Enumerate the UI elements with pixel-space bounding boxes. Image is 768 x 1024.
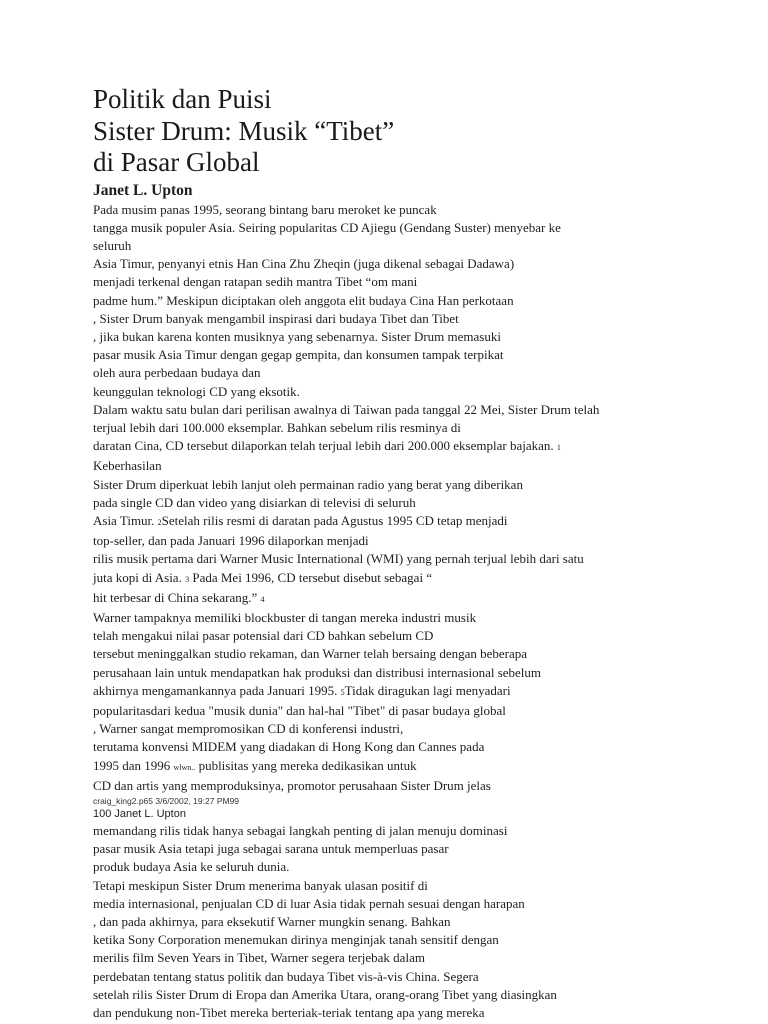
text-line xyxy=(93,364,733,382)
document-page xyxy=(93,84,733,1022)
title-line: Politik dan Puisi xyxy=(93,84,272,114)
text-line xyxy=(93,255,733,273)
text-line xyxy=(93,512,733,532)
line-text: daratan Cina, CD tersebut dilaporkan telah terjual lebih dari 200.000 eksemplar bajakan. xyxy=(93,438,554,454)
text-line xyxy=(93,986,733,1004)
author-name: Janet L. Upton xyxy=(93,181,193,199)
text-line xyxy=(93,494,733,512)
text-line xyxy=(93,682,733,702)
title-line: di Pasar Global xyxy=(93,147,260,177)
line-text: produk budaya Asia ke seluruh dunia. xyxy=(93,859,290,875)
file-info-footer xyxy=(93,796,733,806)
text-line xyxy=(93,457,733,475)
line-text: Dalam waktu satu bulan dari perilisan awalnya di Taiwan pada tanggal 22 Mei, Sister Drum telah xyxy=(93,401,600,417)
running-header xyxy=(93,807,733,822)
text-line xyxy=(93,702,733,720)
footnote-marker: 4 xyxy=(260,594,265,604)
text-line xyxy=(93,777,733,795)
text-line xyxy=(93,645,733,663)
text-line xyxy=(93,858,733,876)
text-line xyxy=(93,895,733,913)
text-line xyxy=(93,237,733,255)
line-text: perdebatan tentang status politik dan budaya Tibet vis-à-vis China. Segera xyxy=(93,968,479,984)
line-text-continued: Tidak diragukan lagi menyadari xyxy=(344,682,511,698)
line-text: juta kopi di Asia. xyxy=(93,569,182,585)
text-line xyxy=(93,550,733,568)
line-text: terjual lebih dari 100.000 eksemplar. Bahkan sebelum rilis resminya di xyxy=(93,419,461,435)
line-text: Sister Drum diperkuat lebih lanjut oleh permainan radio yang berat yang diberikan xyxy=(93,476,523,492)
text-line xyxy=(93,877,733,895)
document-title xyxy=(93,84,733,179)
text-line xyxy=(93,476,733,494)
footnote-marker: 1 xyxy=(556,443,561,453)
text-line xyxy=(93,840,733,858)
line-text: media internasional, penjualan CD di luar Asia tidak pernah sesuai dengan harapan xyxy=(93,895,525,911)
line-text: Asia Timur. xyxy=(93,512,155,528)
line-text: 1995 dan 1996 xyxy=(93,757,171,773)
line-text-continued: Setelah rilis resmi di daratan pada Agustus 1995 CD tetap menjadi xyxy=(161,512,508,528)
line-text: telah mengakui nilai pasar potensial dari CD bahkan sebelum CD xyxy=(93,628,434,644)
text-line xyxy=(93,968,733,986)
text-line xyxy=(93,931,733,949)
text-line xyxy=(93,419,733,437)
text-line xyxy=(93,273,733,291)
line-text: pasar musik Asia tetapi juga sebagai sarana untuk memperluas pasar xyxy=(93,841,449,857)
line-text: tangga musik populer Asia. Seiring popularitas CD Ajiegu (Gendang Suster) menyebar ke xyxy=(93,219,561,235)
line-text: craig_king2.p65 3/6/2002, 19:27 PM99 xyxy=(93,796,240,806)
text-line xyxy=(93,913,733,931)
line-text: top-seller, dan pada Januari 1996 dilaporkan menjadi xyxy=(93,533,369,549)
line-text: ketika Sony Corporation menemukan dirinya menginjak tanah sensitif dengan xyxy=(93,932,499,948)
text-line xyxy=(93,738,733,756)
line-text: CD dan artis yang memproduksinya, promotor perusahaan Sister Drum jelas xyxy=(93,777,491,793)
text-line xyxy=(93,664,733,682)
line-text-continued: Pada Mei 1996, CD tersebut disebut sebagai “ xyxy=(189,569,433,585)
footnote-marker: 5 xyxy=(340,687,345,697)
line-text: perusahaan lain untuk mendapatkan hak produksi dan distribusi internasional sebelum xyxy=(93,664,542,680)
text-line xyxy=(93,720,733,738)
line-text: tersebut meninggalkan studio rekaman, dan Warner telah bersaing dengan beberapa xyxy=(93,646,528,662)
line-text: 100 Janet L. Upton xyxy=(93,808,186,820)
line-text: Asia Timur, penyanyi etnis Han Cina Zhu Zheqin (juga dikenal sebagai Dadawa) xyxy=(93,256,515,272)
text-line xyxy=(93,569,733,589)
line-text: , Sister Drum banyak mengambil inspirasi dari budaya Tibet dan Tibet xyxy=(93,310,459,326)
footnote-marker: 3 xyxy=(185,574,190,584)
text-line xyxy=(93,627,733,645)
line-text: dan pendukung non-Tibet mereka berteriak-teriak tentang apa yang mereka xyxy=(93,1005,485,1021)
text-line xyxy=(93,822,733,840)
line-text: rilis musik pertama dari Warner Music International (WMI) yang pernah terjual lebih dari satu xyxy=(93,551,584,567)
line-text: Keberhasilan xyxy=(93,458,162,474)
text-line xyxy=(93,401,733,419)
line-text: terutama konvensi MIDEM yang diadakan di Hong Kong dan Cannes pada xyxy=(93,739,485,755)
line-text: setelah rilis Sister Drum di Eropa dan Amerika Utara, orang-orang Tibet yang diasingkan xyxy=(93,986,557,1002)
line-text: hit terbesar di China sekarang.” xyxy=(93,589,258,605)
line-text: keunggulan teknologi CD yang eksotik. xyxy=(93,383,300,399)
line-text: Tetapi meskipun Sister Drum menerima banyak ulasan positif di xyxy=(93,877,428,893)
text-line xyxy=(93,328,733,346)
line-text: popularitasdari kedua "musik dunia" dan hal-hal "Tibet" di pasar budaya global xyxy=(93,702,506,718)
line-text: , Warner sangat mempromosikan CD di konferensi industri, xyxy=(93,721,404,737)
text-line xyxy=(93,310,733,328)
title-line: Sister Drum: Musik “Tibet” xyxy=(93,115,395,146)
line-text: Pada musim panas 1995, seorang bintang baru meroket ke puncak xyxy=(93,201,437,217)
text-line xyxy=(93,589,733,609)
line-text: pada single CD dan video yang disiarkan di televisi di seluruh xyxy=(93,494,416,510)
text-line xyxy=(93,383,733,401)
text-line xyxy=(93,757,733,777)
text-line xyxy=(93,532,733,550)
line-text: padme hum.” Meskipun diciptakan oleh anggota elit budaya Cina Han perkotaan xyxy=(93,292,514,308)
footnote-marker: 2 xyxy=(157,517,162,527)
line-text-continued: publisitas yang mereka dedikasikan untuk xyxy=(195,757,417,773)
text-line xyxy=(93,949,733,967)
line-text: menjadi terkenal dengan ratapan sedih mantra Tibet “om mani xyxy=(93,274,418,290)
line-text: , dan pada akhirnya, para eksekutif Warner mungkin senang. Bahkan xyxy=(93,914,451,930)
document-body xyxy=(93,201,733,1023)
line-text: oleh aura perbedaan budaya dan xyxy=(93,365,261,381)
line-text: akhirnya mengamankannya pada Januari 1995. xyxy=(93,682,338,698)
line-text: , jika bukan karena konten musiknya yang sebenarnya. Sister Drum memasuki xyxy=(93,328,501,344)
line-text: seluruh xyxy=(93,237,132,253)
text-line xyxy=(93,437,733,457)
text-line xyxy=(93,346,733,364)
line-text: merilis film Seven Years in Tibet, Warner segera terjebak dalam xyxy=(93,950,425,966)
text-line xyxy=(93,1004,733,1022)
line-text: Warner tampaknya memiliki blockbuster di tangan mereka industri musik xyxy=(93,609,477,625)
text-line xyxy=(93,201,733,219)
footnote-marker: wlwn.. xyxy=(173,762,196,772)
line-text: pasar musik Asia Timur dengan gegap gempita, dan konsumen tampak terpikat xyxy=(93,347,504,363)
line-text: memandang rilis tidak hanya sebagai langkah penting di jalan menuju dominasi xyxy=(93,823,508,838)
text-line xyxy=(93,292,733,310)
text-line xyxy=(93,219,733,237)
text-line xyxy=(93,609,733,627)
